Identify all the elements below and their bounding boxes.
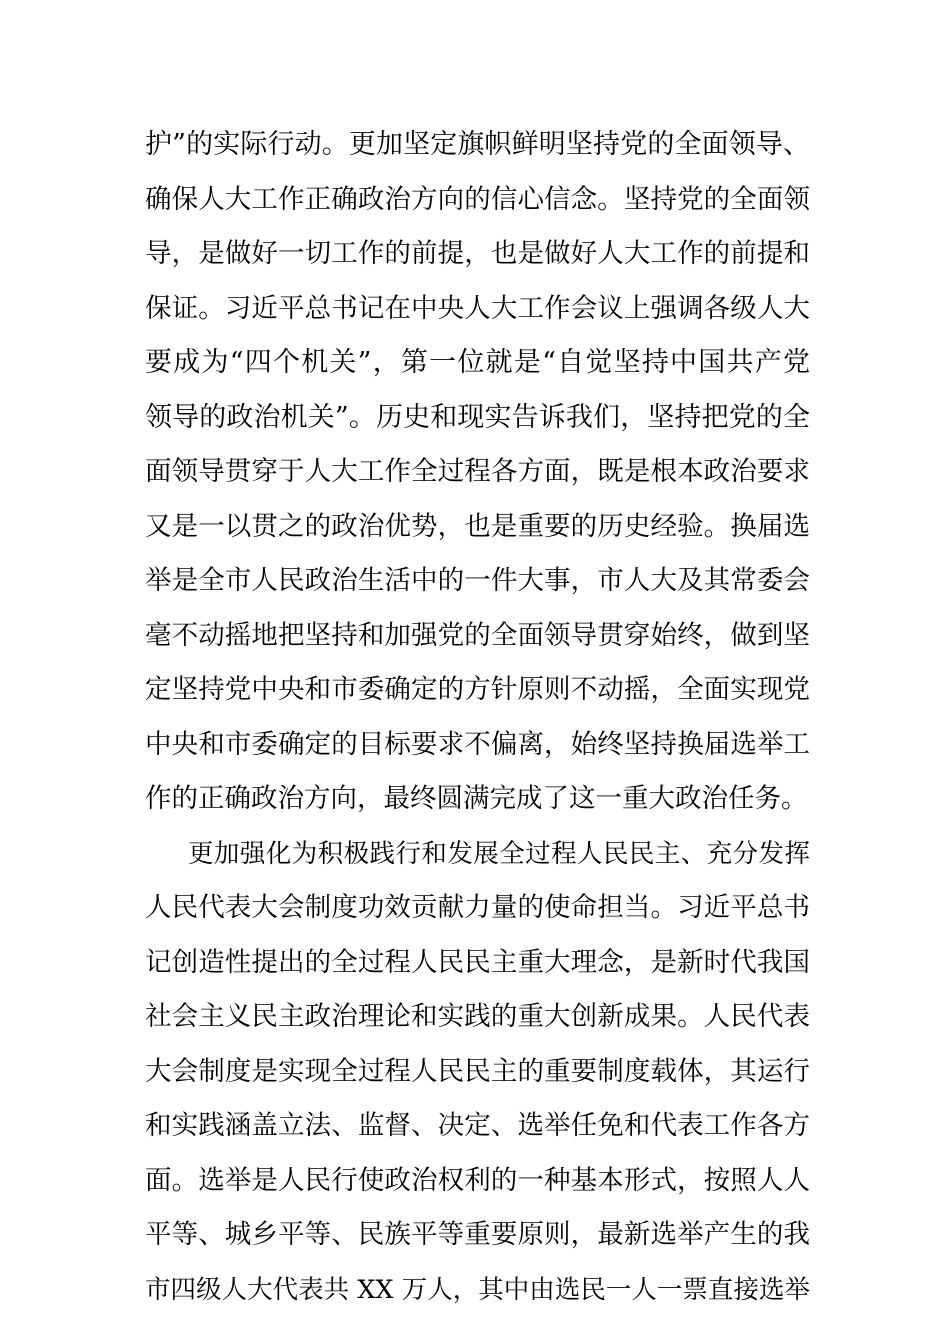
- text-line: 中央和市委确定的目标要求不偏离，始终坚持换届选举工: [145, 728, 810, 760]
- text-line: 导，是做好一切工作的前提，也是做好人大工作的前提和: [145, 238, 810, 269]
- text-line: 又是一以贯之的政治优势，也是重要的历史经验。换届选: [145, 510, 810, 542]
- text-line: 要成为“四个机关”，第一位就是“自觉坚持中国共产党: [145, 347, 810, 378]
- text-line: 保证。习近平总书记在中央人大工作会议上强调各级人大: [145, 292, 810, 324]
- text-line: 大会制度是实现全过程人民民主的重要制度载体，其运行: [145, 1055, 810, 1087]
- body-text: [145, 118, 810, 1317]
- text-line: 毫不动摇地把坚持和加强党的全面领导贯穿始终，做到坚: [145, 619, 810, 651]
- text-line: 面。选举是人民行使政治权利的一种基本形式，按照人人: [145, 1164, 810, 1196]
- text-line: 作的正确政治方向，最终圆满完成了这一重大政治任务。: [145, 783, 808, 814]
- text-line: 记创造性提出的全过程人民民主重大理念，是新时代我国: [145, 946, 810, 978]
- text-line: 领导的政治机关”。历史和现实告诉我们，坚持把党的全: [145, 401, 810, 433]
- paragraph-start-line: 更加强化为积极践行和发展全过程人民民主、充分发挥: [188, 838, 810, 869]
- text-line: 定坚持党中央和市委确定的方针原则不动摇，全面实现党: [145, 674, 810, 705]
- text-line: 社会主义民主政治理论和实践的重大创新成果。人民代表: [145, 1001, 810, 1032]
- text-line: 举是全市人民政治生活中的一件大事，市人大及其常委会: [145, 565, 810, 596]
- text-line: 和实践涵盖立法、监督、决定、选举任免和代表工作各方: [145, 1110, 810, 1141]
- text-line: 确保人大工作正确政治方向的信心信念。坚持党的全面领: [145, 183, 810, 215]
- text-line: 面领导贯穿于人大工作全过程各方面，既是根本政治要求: [145, 456, 810, 487]
- text-line: 护”的实际行动。更加坚定旗帜鲜明坚持党的全面领导、: [145, 129, 810, 160]
- text-line: 市四级人大代表共 XX 万人，其中由选民一人一票直接选举: [145, 1274, 810, 1305]
- text-line: 人民代表大会制度功效贡献力量的使命担当。习近平总书: [145, 892, 810, 923]
- text-line: 平等、城乡平等、民族平等重要原则，最新选举产生的我: [145, 1219, 810, 1250]
